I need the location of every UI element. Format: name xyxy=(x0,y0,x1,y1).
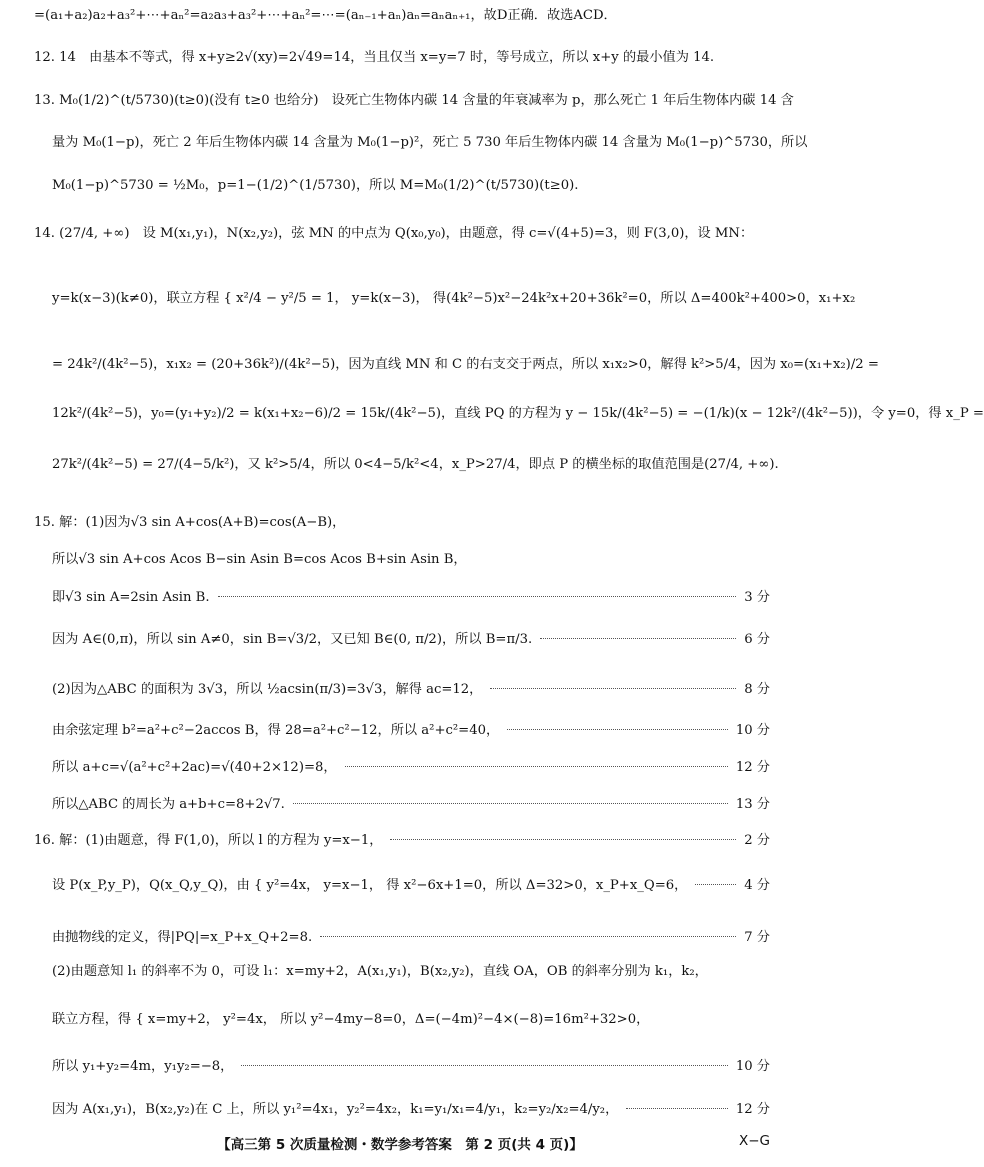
line-l03: 13. M₀(1/2)^(t/5730)(t≥0)(没有 t≥0 也给分) 设死亡生物体内碳 14 含量的年衰减率为 p，那么死亡 1 年后生物体内碳 14 含 xyxy=(34,93,794,108)
line-l06: 14. (27/4, +∞) 设 M(x₁,y₁)，N(x₂,y₂)，弦 MN 的中点为 Q(x₀,y₀)，由题意，得 c=√(4+5)=3，则 F(3,0)，设 MN： xyxy=(34,226,754,241)
score-points: 12 分 xyxy=(735,760,770,775)
page-footer xyxy=(0,1133,800,1157)
score-points: 12 分 xyxy=(735,1102,770,1117)
score-points: 2 分 xyxy=(744,833,770,848)
line-l24: 所以 y₁+y₂=4m，y₁y₂=−8， 10 分 xyxy=(52,1057,770,1077)
line-l01: =(a₁+a₂)a₂+a₃²+⋯+aₙ²=a₂a₃+a₃²+⋯+aₙ²=⋯=(aₙ₋₁+aₙ)aₙ=aₙaₙ₊₁，故D正确．故选ACD． xyxy=(34,8,617,23)
score-points: 4 分 xyxy=(744,878,770,893)
line-l11: 15. 解：(1)因为√3 sin A+cos(A+B)=cos(A−B)， xyxy=(34,515,346,530)
line-l13: 即√3 sin A=2sin Asin B. 3 分 xyxy=(52,588,770,608)
score-points: 10 分 xyxy=(735,1059,770,1074)
score-points: 7 分 xyxy=(744,930,770,945)
score-points: 8 分 xyxy=(744,682,770,697)
line-l08: = 24k²/(4k²−5)，x₁x₂ = (20+36k²)/(4k²−5)，因为直线 MN 和 C 的右支交于两点，所以 x₁x₂>0，解得 k²>5/4，因为 x₀=(x₁+x₂)/2 = xyxy=(52,357,879,372)
line-l22: (2)由题意知 l₁ 的斜率不为 0，可设 l₁：x=my+2，A(x₁,y₁)，B(x₂,y₂)，直线 OA，OB 的斜率分别为 k₁，k₂， xyxy=(52,964,708,979)
line-l19: 16. 解：(1)由题意，得 F(1,0)，所以 l 的方程为 y=x−1， 2 分 xyxy=(34,831,770,851)
line-l09: 12k²/(4k²−5)，y₀=(y₁+y₂)/2 = k(x₁+x₂−6)/2 = 15k/(4k²−5)，直线 PQ 的方程为 y − 15k/(4k²−5) = −(1/k)(x − 12k²/(4k²−5))，令 y=0，得 x_P = xyxy=(52,406,984,421)
footer-title: 【高三第 5 次质量检测・数学参考答案 第 2 页(共 4 页)】 xyxy=(217,1137,583,1153)
line-l21: 由抛物线的定义，得|PQ|=x_P+x_Q+2=8. 7 分 xyxy=(52,928,770,948)
line-l16: 由余弦定理 b²=a²+c²−2accos B，得 28=a²+c²−12，所以 a²+c²=40， 10 分 xyxy=(52,721,770,741)
line-l07: y=k(x−3)(k≠0)，联立方程 { x²/4 − y²/5 = 1， y=k(x−3)， 得(4k²−5)x²−24k²x+20+36k²=0，所以 Δ=400k²+400>0，x₁+x₂ xyxy=(52,291,856,306)
line-l17: 所以 a+c=√(a²+c²+2ac)=√(40+2×12)=8， 12 分 xyxy=(52,758,770,778)
line-l25: 因为 A(x₁,y₁)，B(x₂,y₂)在 C 上，所以 y₁²=4x₁，y₂²=4x₂，k₁=y₁/x₁=4/y₁，k₂=y₂/x₂=4/y₂， 12 分 xyxy=(52,1100,770,1120)
line-l18: 所以△ABC 的周长为 a+b+c=8+2√7. 13 分 xyxy=(52,795,770,815)
score-points: 10 分 xyxy=(735,723,770,738)
score-points: 3 分 xyxy=(744,590,770,605)
line-l14: 因为 A∈(0,π)，所以 sin A≠0，sin B=√3/2，又已知 B∈(0, π/2)，所以 B=π/3. 6 分 xyxy=(52,630,770,650)
footer-code: X−G xyxy=(738,1133,770,1149)
line-l15: (2)因为△ABC 的面积为 3√3，所以 ½acsin(π/3)=3√3，解得 ac=12， 8 分 xyxy=(52,680,770,700)
line-l10: 27k²/(4k²−5) = 27/(4−5/k²)，又 k²>5/4，所以 0<4−5/k²<4，x_P>27/4，即点 P 的横坐标的取值范围是(27/4, +∞). xyxy=(52,457,779,472)
line-l05: M₀(1−p)^5730 = ½M₀，p=1−(1/2)^(1/5730)，所以 M=M₀(1/2)^(t/5730)(t≥0). xyxy=(52,178,579,193)
line-l04: 量为 M₀(1−p)，死亡 2 年后生物体内碳 14 含量为 M₀(1−p)²，死亡 5 730 年后生物体内碳 14 含量为 M₀(1−p)^5730，所以 xyxy=(52,135,808,150)
score-points: 13 分 xyxy=(735,797,770,812)
line-l23: 联立方程，得 { x=my+2， y²=4x， 所以 y²−4my−8=0，Δ=(−4m)²−4×(−8)=16m²+32>0， xyxy=(52,1012,650,1027)
score-points: 6 分 xyxy=(744,632,770,647)
line-l02: 12. 14 由基本不等式，得 x+y≥2√(xy)=2√49=14，当且仅当 x=y=7 时，等号成立，所以 x+y 的最小值为 14. xyxy=(34,50,715,65)
line-l12: 所以√3 sin A+cos Acos B−sin Asin B=cos Acos B+sin Asin B， xyxy=(52,552,467,567)
line-l20: 设 P(x_P,y_P)，Q(x_Q,y_Q)，由 { y²=4x， y=x−1， 得 x²−6x+1=0，所以 Δ=32>0，x_P+x_Q=6， 4 分 xyxy=(52,876,770,896)
